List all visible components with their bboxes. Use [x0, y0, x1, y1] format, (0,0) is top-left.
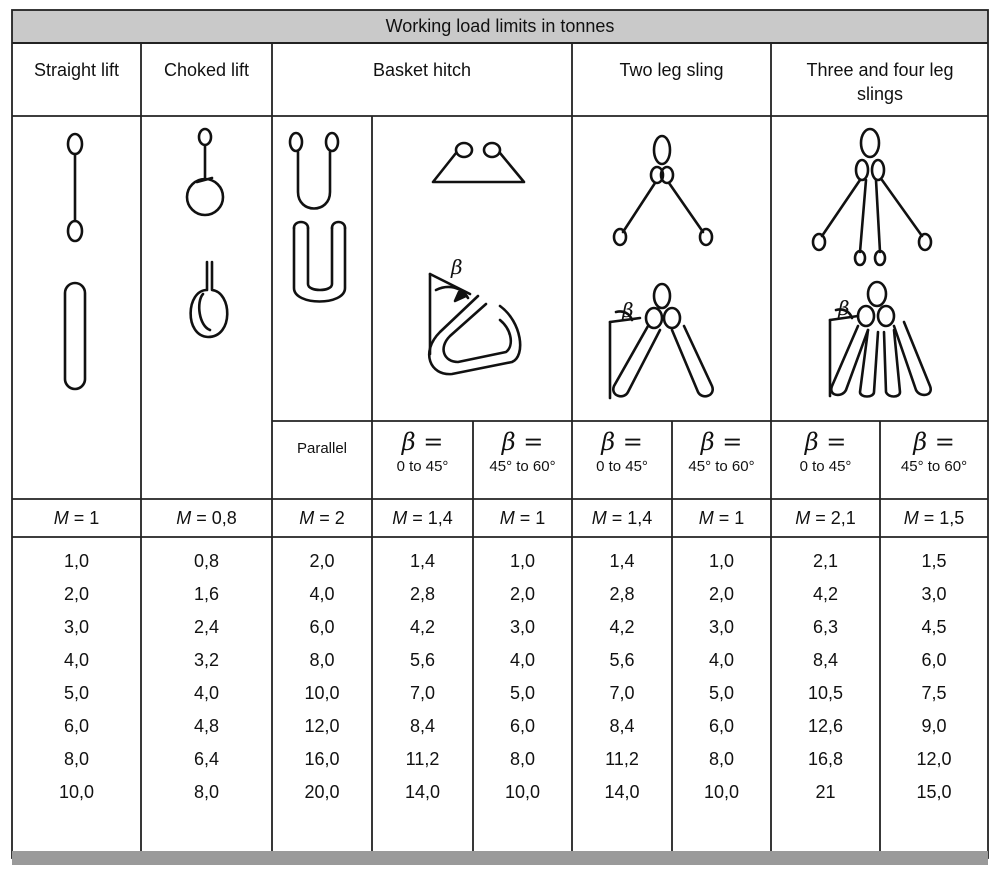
table-cell: 3,0 [708, 617, 735, 637]
table-cell: 10,5 [807, 683, 844, 703]
m-value: 1,4 [427, 508, 453, 528]
table-cell: 5,0 [63, 683, 90, 703]
table-cell: 10,0 [58, 782, 95, 802]
beta-symbol: β = [913, 428, 955, 456]
table-cell: 8,4 [812, 650, 839, 670]
table-cell: 1,0 [63, 551, 90, 571]
param-four-leg-0-45 [771, 428, 880, 478]
angle-range: 0 to 45° [799, 458, 852, 475]
m-symbol: M [299, 508, 315, 528]
m-value: 2,1 [830, 508, 856, 528]
param-four-leg-45-60 [880, 428, 988, 478]
table-cell: 7,0 [609, 683, 635, 703]
table-cell: 15,0 [916, 782, 952, 802]
table-cell: 10,0 [504, 782, 541, 802]
m-symbol: M [176, 508, 192, 528]
m-symbol: M [795, 508, 811, 528]
table-cell: 2,8 [409, 584, 436, 604]
param-two-leg-45-60 [672, 428, 771, 478]
table-cell: 4,0 [63, 650, 90, 670]
table-cell: 4,2 [409, 617, 436, 637]
table-cell: 2,0 [309, 551, 335, 571]
table-title: Working load limits in tonnes [385, 16, 615, 36]
table-cell: 1,4 [609, 551, 635, 571]
table-cell: 0,8 [193, 551, 220, 571]
table-cell: 8,0 [509, 749, 536, 769]
m-value: 0,8 [211, 508, 237, 528]
table-cell: 2,0 [509, 584, 536, 604]
table-cell: 3,0 [921, 584, 947, 604]
table-cell: 6,0 [708, 716, 735, 736]
param-two-leg-0-45 [572, 428, 672, 478]
table-cell: 4,5 [921, 617, 947, 637]
table-cell: 4,0 [509, 650, 536, 670]
header-two-leg-sling: Two leg sling [619, 60, 724, 80]
four-leg-sling-spread-diagram [813, 129, 931, 265]
table-cell: 11,2 [405, 749, 440, 769]
table-cell: 5,6 [609, 650, 635, 670]
table-cell: 20,0 [304, 782, 340, 802]
beta-symbol: β = [700, 428, 743, 456]
table-cell: 6,0 [509, 716, 536, 736]
basket-hitch-parallel-diagram [290, 133, 345, 302]
table-cell: 2,0 [63, 584, 90, 604]
table-cell: 4,8 [193, 716, 220, 736]
two-leg-sling-spread-diagram [614, 136, 712, 245]
table-cell: 10,0 [703, 782, 740, 802]
beta-symbol: β = [804, 428, 847, 456]
beta-symbol: β = [401, 428, 444, 456]
table-cell: 21 [815, 782, 836, 802]
table-cell: 2,1 [812, 551, 839, 571]
table-cell: 12,0 [304, 716, 340, 736]
table-cell: 4,0 [193, 683, 220, 703]
beta-symbol: β = [501, 428, 544, 456]
table-cell: 6,3 [812, 617, 839, 637]
table-cell: 8,4 [409, 716, 436, 736]
table-cell: 6,0 [309, 617, 335, 637]
header-straight-lift: Straight lift [33, 60, 120, 80]
table-cell: 4,2 [812, 584, 839, 604]
m-value: 1 [89, 508, 100, 528]
angle-range: 45° to 60° [489, 458, 556, 475]
angle-range: 45° to 60° [900, 458, 968, 475]
straight-lift-sling-diagram [65, 134, 85, 389]
table-cell: 11,2 [605, 749, 639, 769]
table-cell: 5,0 [509, 683, 536, 703]
table-cell: 1,6 [193, 584, 220, 604]
angle-range: 0 to 45° [596, 458, 648, 475]
m-value: 1 [535, 508, 546, 528]
table-cell: 14,0 [404, 782, 441, 802]
table-cell: 12,0 [916, 749, 952, 769]
table-cell: 8,0 [708, 749, 735, 769]
beta-label-two-leg: β [622, 298, 634, 322]
table-cell: 1,0 [708, 551, 735, 571]
table-cell: 8,4 [609, 716, 635, 736]
choked-lift-sling-diagram [187, 129, 227, 337]
m-symbol: M [53, 508, 69, 528]
header-three-four-leg-slings: Three and four leg slings [806, 60, 954, 104]
table-cell: 2,8 [609, 584, 635, 604]
table-cell: 16,8 [807, 749, 844, 769]
table-cell: 16,0 [304, 749, 340, 769]
m-symbol: M [591, 508, 607, 528]
m-value: 1 [734, 508, 745, 528]
table-cell: 6,0 [63, 716, 90, 736]
m-factor-cell: M = 1,5 [903, 508, 965, 528]
table-cell: 10,0 [304, 683, 340, 703]
header-choked-lift: Choked lift [163, 60, 250, 80]
m-symbol: M [392, 508, 408, 528]
table-cell: 4,0 [309, 584, 335, 604]
table-cell: 9,0 [921, 716, 947, 736]
table-cell: 7,5 [921, 683, 947, 703]
table-cell: 5,0 [708, 683, 735, 703]
m-factor-cell: M = 1 [499, 508, 546, 528]
table-cell: 8,0 [193, 782, 220, 802]
table-cell: 2,0 [708, 584, 735, 604]
table-cell: 5,6 [409, 650, 436, 670]
angle-range: 45° to 60° [688, 458, 755, 475]
table-bottom-bar [12, 851, 988, 865]
table-cell: 4,0 [708, 650, 735, 670]
beta-label-basket: β [451, 255, 463, 279]
m-factor-cell: M = 2 [299, 508, 345, 528]
table-cell: 12,6 [807, 716, 844, 736]
param-parallel: Parallel [296, 440, 348, 457]
table-cell: 1,4 [409, 551, 436, 571]
param-basket-0-45 [372, 428, 473, 478]
m-symbol: M [903, 508, 919, 528]
table-cell: 1,0 [509, 551, 536, 571]
beta-symbol: β = [601, 428, 643, 456]
table-cell: 1,5 [921, 551, 947, 571]
m-factor-cell: M = 0,8 [176, 508, 237, 528]
m-symbol: M [698, 508, 714, 528]
m-factor-cell: M = 1 [698, 508, 745, 528]
table-cell: 6,0 [921, 650, 947, 670]
m-factor-cell: M = 2,1 [795, 508, 856, 528]
m-value: 1,5 [939, 508, 965, 528]
m-factor-cell: M = 1 [53, 508, 100, 528]
beta-label-four-leg: β [838, 296, 850, 320]
param-basket-45-60 [473, 428, 572, 478]
table-cell: 4,2 [609, 617, 635, 637]
m-factor-cell: M = 1,4 [392, 508, 453, 528]
m-value: 1,4 [627, 508, 653, 528]
table-cell: 2,4 [193, 617, 220, 637]
table-cell: 3,0 [63, 617, 90, 637]
table-cell: 8,0 [309, 650, 335, 670]
table-cell: 14,0 [604, 782, 640, 802]
table-cell: 8,0 [63, 749, 90, 769]
basket-hitch-angled-diagram [429, 143, 524, 374]
m-factor-cell: M = 1,4 [591, 508, 653, 528]
m-value: 2 [334, 508, 345, 528]
table-cell: 7,0 [409, 683, 436, 703]
table-cell: 3,0 [509, 617, 536, 637]
table-cell: 6,4 [193, 749, 220, 769]
m-symbol: M [499, 508, 515, 528]
table-cell: 3,2 [193, 650, 220, 670]
header-basket-hitch: Basket hitch [372, 60, 472, 80]
angle-range: 0 to 45° [396, 458, 449, 475]
